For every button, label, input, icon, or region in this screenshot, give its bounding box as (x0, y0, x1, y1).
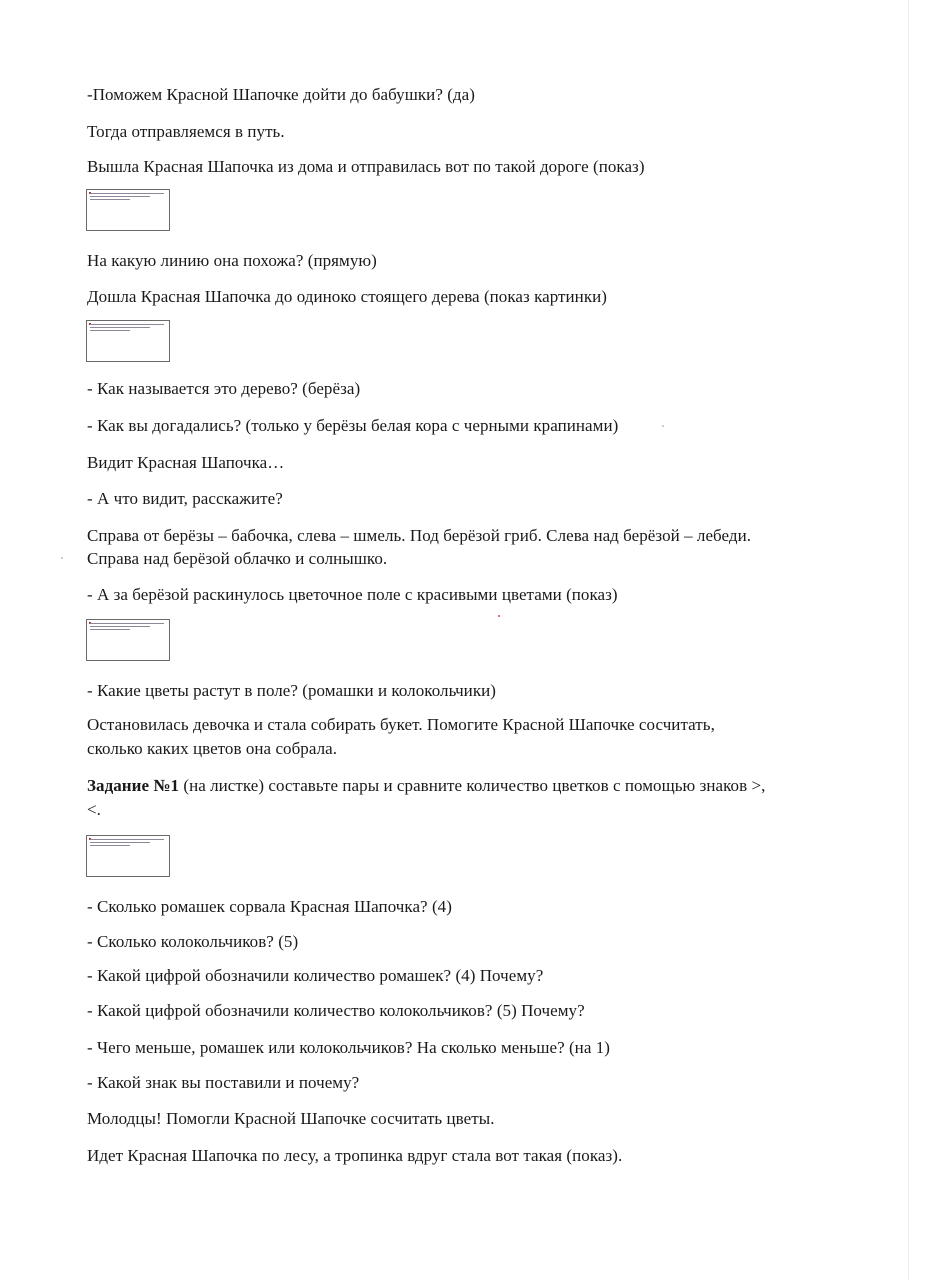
text-line: Тогда отправляемся в путь. (87, 122, 285, 141)
text-line: Остановилась девочка и стала собирать букет. Помогите Красной Шапочке сосчитать, (87, 715, 715, 734)
text-line: сколько каких цветов она собрала. (87, 739, 338, 758)
text-line: - Какие цветы растут в поле? (ромашки и колокольчики) (87, 681, 496, 700)
text-line: - Сколько колокольчиков? (5) (87, 932, 299, 951)
text-line: - Чего меньше, ромашек или колокольчиков? На сколько меньше? (на 1) (87, 1038, 610, 1057)
slide-thumbnail (86, 189, 170, 231)
text-line: Справа над берёзой облачко и солнышко. (87, 549, 388, 568)
slide-thumbnail (86, 619, 170, 661)
text-line: - А за берёзой раскинулось цветочное поле с красивыми цветами (показ) (87, 585, 618, 604)
scan-speck (61, 557, 63, 559)
slide-thumbnail (86, 320, 170, 362)
scan-speck (662, 425, 664, 427)
text-line: - Какой цифрой обозначили количество колокольчиков? (5) Почему? (87, 1001, 585, 1020)
text-line: - Какой цифрой обозначили количество ромашек? (4) Почему? (87, 966, 544, 985)
task-text: (на листке) составьте пары и сравните количество цветков с помощью знаков >, (183, 776, 766, 795)
scan-speck (498, 615, 500, 617)
task-label: Задание №1 (87, 776, 180, 795)
text-line: Дошла Красная Шапочка до одиноко стоящего дерева (показ картинки) (87, 287, 607, 306)
text-line: Молодцы! Помогли Красной Шапочке сосчитать цветы. (87, 1109, 495, 1128)
scan-edge (908, 0, 909, 1280)
text-line: - А что видит, расскажите? (87, 489, 283, 508)
task-line (87, 774, 765, 797)
slide-thumbnail (86, 835, 170, 877)
text-line: На какую линию она похожа? (прямую) (87, 251, 377, 270)
text-line: - Какой знак вы поставили и почему? (87, 1073, 360, 1092)
text-line: Справа от берёзы – бабочка, слева – шмель. Под берёзой гриб. Слева над берёзой – лебеди. (87, 526, 752, 545)
text-line: <. (87, 800, 101, 819)
text-line: Идет Красная Шапочка по лесу, а тропинка вдруг стала вот такая (показ). (87, 1146, 623, 1165)
text-line: - Сколько ромашек сорвала Красная Шапочка? (4) (87, 897, 452, 916)
text-line: - Как вы догадались? (только у берёзы белая кора с черными крапинами) (87, 416, 619, 435)
text-line: - Как называется это дерево? (берёза) (87, 379, 361, 398)
text-line: Вышла Красная Шапочка из дома и отправилась вот по такой дороге (показ) (87, 157, 645, 176)
text-line: -Поможем Красной Шапочке дойти до бабушки? (да) (87, 85, 475, 104)
text-line: Видит Красная Шапочка… (87, 453, 285, 472)
